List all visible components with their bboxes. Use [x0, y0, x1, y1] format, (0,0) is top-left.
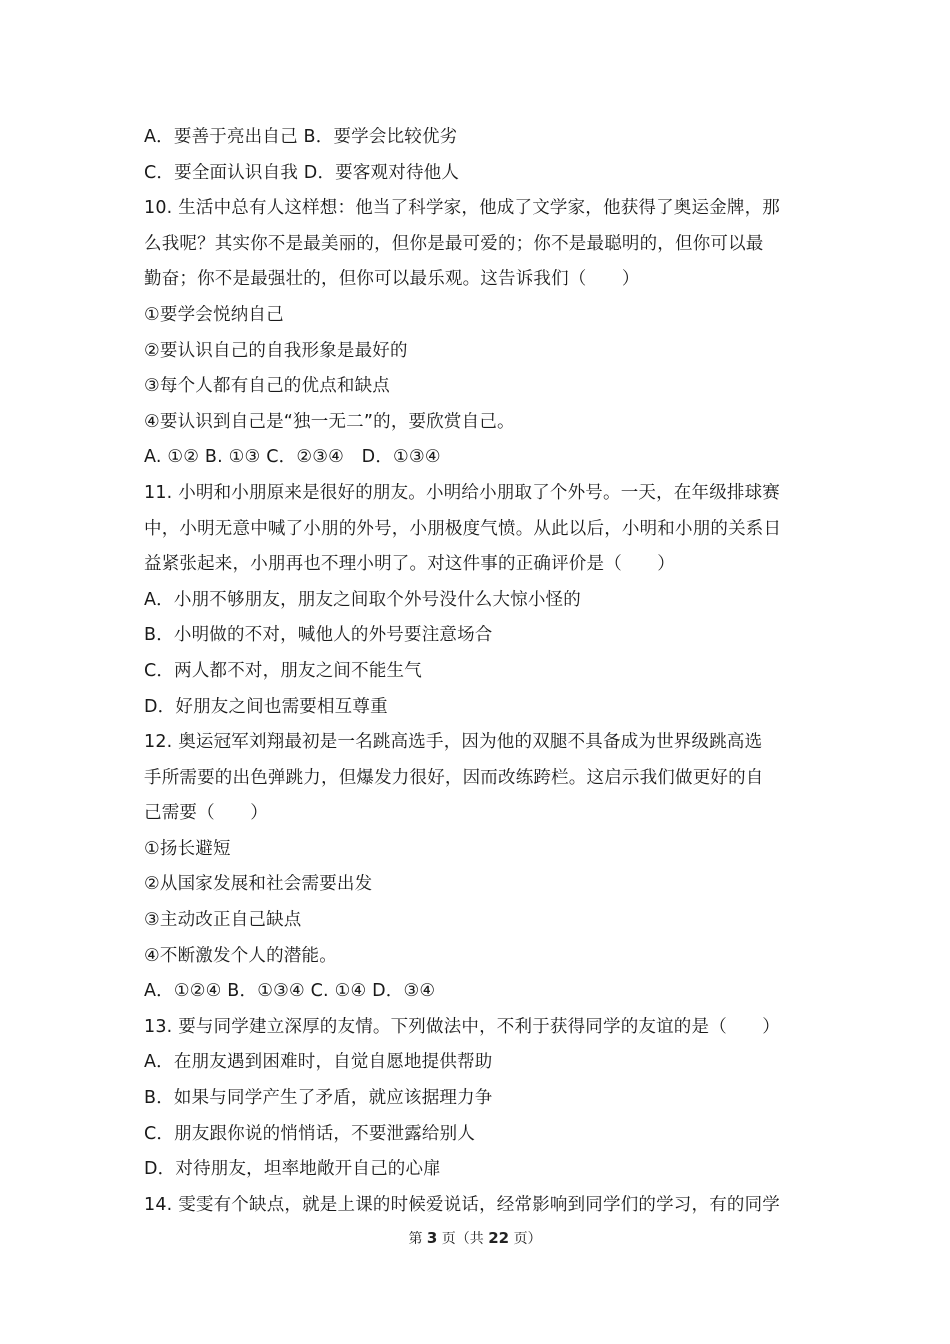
- text-line: C．朋友跟你说的悄悄话，不要泄露给别人: [144, 1123, 476, 1144]
- question-12-line: 12. 奥运冠军刘翔最初是一名跳高选手，因为他的双腿不具备成为世界级跳高选: [144, 732, 763, 753]
- text-line: C．要全面认识自我 D．要客观对待他人: [144, 162, 460, 183]
- text-line: C．两人都不对，朋友之间不能生气: [144, 660, 422, 681]
- text-line: D．对待朋友，坦率地敞开自己的心扉: [144, 1159, 441, 1180]
- text-line: ①扬长避短: [144, 838, 231, 859]
- text-line: ③主动改正自己缺点: [144, 910, 302, 931]
- question-11-line: 11. 小明和小朋原来是很好的朋友。小明给小朋取了个外号。一天，在年级排球赛: [144, 482, 780, 503]
- text-line: 么我呢？其实你不是最美丽的，但你是最可爱的；你不是最聪明的，但你可以最: [144, 233, 764, 254]
- text-line: ④要认识到自己是“独一无二”的，要欣赏自己。: [144, 411, 515, 432]
- answer-options-line: A. ①② B. ①③ C．②③④ D．①③④: [144, 447, 441, 468]
- question-13-line: 13. 要与同学建立深厚的友情。下列做法中，不利于获得同学的友谊的是（ ）: [144, 1016, 780, 1037]
- text-line: ④不断激发个人的潜能。: [144, 945, 337, 966]
- text-line: ②从国家发展和社会需要出发: [144, 874, 373, 895]
- text-line: ①要学会悦纳自己: [144, 304, 284, 325]
- footer-prefix: 第: [408, 1231, 423, 1247]
- text-line: 勤奋；你不是最强壮的，但你可以最乐观。这告诉我们（ ）: [144, 269, 640, 290]
- text-line: B．小明做的不对，喊他人的外号要注意场合: [144, 625, 493, 646]
- text-line: 手所需要的出色弹跳力，但爆发力很好，因而改练跨栏。这启示我们做更好的自: [144, 767, 764, 788]
- text-line: A．在朋友遇到困难时，自觉自愿地提供帮助: [144, 1052, 493, 1073]
- text-line: A．小朋不够朋友，朋友之间取个外号没什么大惊小怪的: [144, 589, 581, 610]
- question-10-line: 10. 生活中总有人这样想：他当了科学家，他成了文学家，他获得了奥运金牌，那: [144, 198, 780, 219]
- question-14-line: 14. 雯雯有个缺点，就是上课的时候爱说话，经常影响到同学们的学习，有的同学: [144, 1194, 780, 1215]
- current-page-number: 3: [426, 1229, 438, 1247]
- page-footer: [0, 1228, 950, 1249]
- footer-middle: 页（共: [441, 1231, 484, 1247]
- text-line: ③每个人都有自己的优点和缺点: [144, 376, 390, 397]
- question-text-block: [144, 120, 814, 1223]
- text-line: 益紧张起来，小朋再也不理小明了。对这件事的正确评价是（ ）: [144, 554, 675, 575]
- text-line: D．好朋友之间也需要相互尊重: [144, 696, 388, 717]
- answer-options-line: A．①②④ B．①③④ C. ①④ D．③④: [144, 981, 436, 1002]
- text-line: ②要认识自己的自我形象是最好的: [144, 340, 408, 361]
- text-line: 己需要（ ）: [144, 803, 268, 824]
- total-page-count: 22: [488, 1229, 510, 1247]
- text-line: 中，小明无意中喊了小朋的外号，小朋极度气愤。从此以后，小明和小朋的关系日: [144, 518, 782, 539]
- text-line: A．要善于亮出自己 B．要学会比较优劣: [144, 127, 458, 147]
- footer-suffix: 页）: [513, 1231, 542, 1247]
- text-line: B．如果与同学产生了矛盾，就应该据理力争: [144, 1088, 493, 1109]
